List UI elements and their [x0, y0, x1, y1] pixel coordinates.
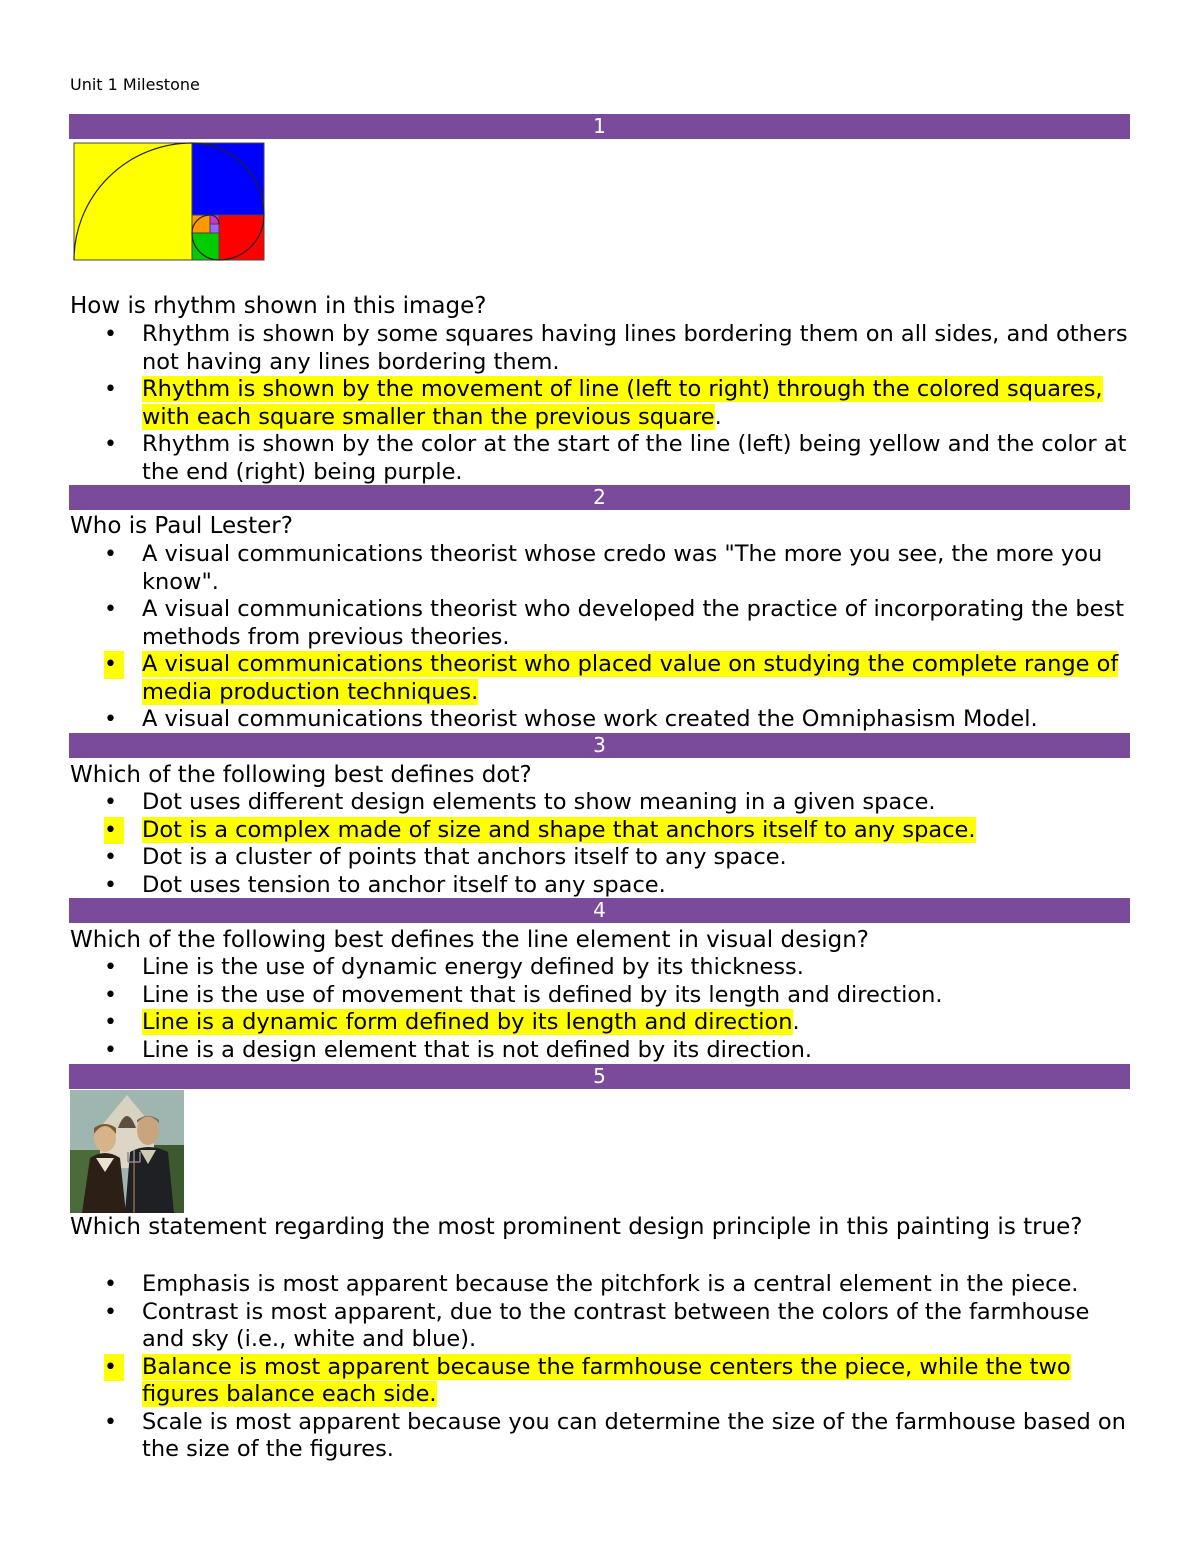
highlighted-answer: A visual communications theorist who placed value on studying the complete range of media production techniques. [142, 651, 1119, 705]
options-list-1 [70, 321, 1130, 486]
options-list-2 [70, 541, 1130, 734]
option-4a: • Line is the use of dynamic energy defined by its thickness. [104, 954, 804, 980]
question-text-4: Which of the following best defines the line element in visual design? [70, 927, 869, 953]
option-4d: • Line is a design element that is not defined by its direction. [104, 1036, 813, 1063]
bullet-icon: • [104, 707, 117, 732]
option-2b: • A visual communications theorist who developed the practice of incorporating the best methods from previous theories. [104, 596, 1125, 650]
options-list-3 [70, 789, 1130, 899]
highlighted-answer: Dot is a complex made of size and shape that anchors itself to any space. [142, 816, 976, 843]
question-text-5: Which statement regarding the most prominent design principle in this painting is true? [70, 1214, 1083, 1240]
options-list-4 [70, 954, 1130, 1064]
bullet-icon: • [104, 1409, 117, 1435]
option-5b: • Contrast is most apparent, due to the contrast between the colors of the farmhouse and sky (i.e., white and blue). [104, 1298, 1090, 1352]
option-4c: • Line is a dynamic form defined by its length and direction. [104, 1009, 800, 1035]
bullet-icon: • [104, 790, 117, 815]
question-number-bar-3: 3 [69, 733, 1130, 758]
question-text-2: Who is Paul Lester? [70, 513, 293, 539]
bullet-icon: • [104, 432, 117, 457]
bullet-icon: • [104, 1037, 117, 1063]
bullet-icon: • [104, 377, 117, 402]
bullet-icon: • [104, 955, 117, 980]
highlighted-answer: Rhythm is shown by the movement of line (left to right) through the colored squares, with each square smaller than the previous square [142, 376, 1103, 430]
bullet-icon: • [104, 817, 124, 845]
option-3a: • Dot uses different design elements to show meaning in a given space. [104, 789, 936, 815]
option-2c [70, 651, 1130, 706]
bullet-icon: • [104, 982, 117, 1008]
question-text-3: Which of the following best defines dot? [70, 762, 532, 788]
options-list-5 [70, 1271, 1130, 1464]
bullet-icon: • [104, 322, 117, 347]
option-1b: • Rhythm is shown by the movement of line (left to right) through the colored squares, with each square smaller than the previous square. [104, 376, 1103, 430]
option-3d: • Dot uses tension to anchor itself to any space. [104, 871, 666, 898]
bullet-icon: • [104, 872, 117, 898]
option-3b [70, 817, 1130, 845]
option-1a: • Rhythm is shown by some squares having lines bordering them on all sides, and others not having any lines bordering them. [104, 321, 1128, 375]
painting-image [70, 1090, 184, 1213]
bullet-icon: • [104, 845, 117, 870]
bullet-icon: • [104, 1010, 117, 1035]
question-number-bar-4: 4 [69, 898, 1130, 923]
option-3c: • Dot is a cluster of points that anchors itself to any space. [104, 844, 787, 870]
golden-spiral-icon [73, 142, 265, 261]
farm-couple-painting [70, 1090, 184, 1213]
highlighted-answer: Line is a dynamic form defined by its length and direction [142, 1009, 793, 1035]
document-title: Unit 1 Milestone [70, 75, 200, 94]
golden-spiral-image [73, 142, 265, 261]
question-number-bar-1: 1 [69, 114, 1130, 139]
option-4b: • Line is the use of movement that is defined by its length and direction. [104, 981, 943, 1008]
option-2a: • A visual communications theorist whose credo was "The more you see, the more you know". [104, 541, 1103, 595]
bullet-icon: • [104, 542, 117, 567]
bullet-icon: • [104, 597, 117, 622]
bullet-icon: • [104, 1299, 117, 1325]
bullet-icon: • [104, 651, 124, 679]
highlighted-answer: Balance is most apparent because the farmhouse centers the piece, while the two figures balance each side. [142, 1353, 1071, 1407]
question-number-bar-5: 5 [69, 1064, 1130, 1089]
option-1c: • Rhythm is shown by the color at the start of the line (left) being yellow and the color at the end (right) being purple. [104, 431, 1127, 485]
question-number-bar-2: 2 [69, 485, 1130, 510]
option-2d: • A visual communications theorist whose work created the Omniphasism Model. [104, 706, 1038, 732]
question-text-1: How is rhythm shown in this image? [70, 293, 487, 319]
bullet-icon: • [104, 1354, 124, 1382]
option-5d: • Scale is most apparent because you can determine the size of the farmhouse based on the size of the figures. [104, 1408, 1126, 1462]
option-5a: • Emphasis is most apparent because the pitchfork is a central element in the piece. [104, 1271, 1079, 1297]
bullet-icon: • [104, 1272, 117, 1297]
option-5c [70, 1354, 1130, 1409]
